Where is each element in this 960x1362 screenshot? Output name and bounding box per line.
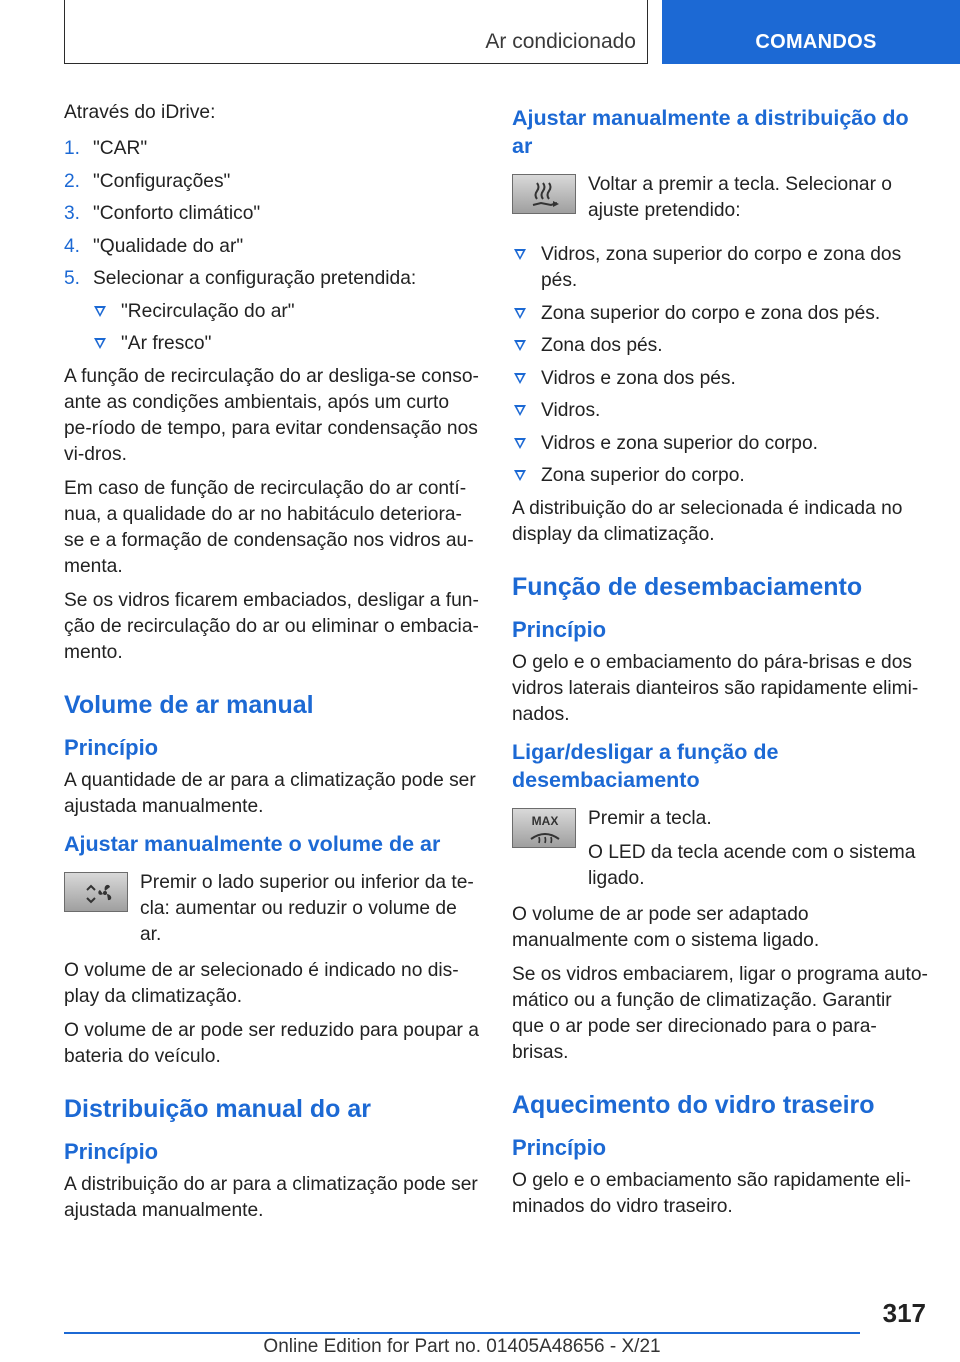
list-item: Vidros e zona dos pés.	[512, 366, 928, 392]
paragraph: Voltar a premir a tecla. Selecionar o ajuste pretendido:	[588, 174, 892, 221]
setting-options	[64, 299, 480, 358]
triangle-bullet-icon	[514, 249, 526, 260]
paragraph: A distribuição do ar selecionada é indicada no display da climatização.	[512, 497, 903, 545]
list-item: Zona dos pés.	[512, 333, 928, 359]
paragraph: O volume de ar selecionado é indicado no dis-play da climatização.	[64, 959, 459, 1007]
fan-volume-icon	[64, 872, 128, 912]
heading-principio: Princípio	[512, 616, 607, 642]
list-item: Vidros e zona superior do corpo.	[512, 431, 928, 457]
list-item: 4. "Qualidade do ar"	[64, 235, 244, 257]
distribution-options	[512, 242, 928, 489]
idrive-steps	[64, 136, 480, 292]
intro-text: Através do iDrive:	[64, 102, 216, 123]
triangle-bullet-icon	[514, 340, 526, 351]
paragraph: O volume de ar pode ser reduzido para poupar a bateria do veículo.	[64, 1019, 479, 1067]
section-title: Ar condicionado	[485, 30, 636, 53]
max-defrost-block	[512, 806, 928, 892]
triangle-bullet-icon	[514, 438, 526, 449]
paragraph: Se os vidros ficarem embaciados, desligar a fun-ção de recirculação do ar ou eliminar o embacia-mento.	[64, 589, 479, 663]
list-item: Vidros, zona superior do corpo e zona dos pés.	[512, 242, 928, 294]
left-column	[64, 100, 480, 1232]
triangle-bullet-icon	[514, 373, 526, 384]
list-item: 1. "CAR"	[64, 138, 148, 159]
paragraph: Premir a tecla.	[588, 807, 712, 829]
list-item: "Recirculação do ar"	[64, 299, 480, 325]
paragraph: Em caso de função de recirculação do ar contí-nua, a qualidade do ar no habitáculo deteriora-se e a formação de condensação nos vidros au-menta.	[64, 477, 474, 577]
heading-desembaciamento: Função de desembaciamento	[512, 572, 863, 601]
heading-aquecimento: Aquecimento do vidro traseiro	[512, 1090, 875, 1119]
triangle-bullet-icon	[94, 338, 106, 349]
heading-ligar-desembaciamento: Ligar/desligar a função de desembaciamento	[512, 739, 779, 792]
heading-ajustar-distribuicao: Ajustar manualmente a distribuição do ar	[512, 106, 909, 158]
heading-principio: Princípio	[64, 734, 159, 760]
air-distribution-icon	[512, 174, 576, 214]
right-column	[512, 100, 928, 1228]
max-defrost-icon	[512, 808, 576, 848]
paragraph: O gelo e o embaciamento são rapidamente eli-minados do vidro traseiro.	[512, 1169, 911, 1217]
edition-text: Online Edition for Part no. 01405A48656 - X/21	[263, 1336, 661, 1357]
paragraph: Premir o lado superior ou inferior da te-cla: aumentar ou reduzir o volume de ar.	[140, 871, 474, 945]
list-item: 5. Selecionar a configuração pretendida:	[64, 268, 417, 289]
fan-button-block	[64, 870, 480, 948]
paragraph: O gelo e o embaciamento do pára-brisas e dos vidros laterais dianteiros são rapidamente elimi-nados.	[512, 651, 919, 725]
triangle-bullet-icon	[514, 405, 526, 416]
paragraph: Se os vidros embaciarem, ligar o programa auto-mático ou a função de climatização. Garantir que o ar pode ser direcionado para o para-brisas.	[512, 963, 928, 1063]
list-item: "Ar fresco"	[64, 331, 480, 357]
max-label: MAX	[531, 813, 559, 828]
heading-volume: Volume de ar manual	[64, 690, 314, 719]
chapter-tab[interactable]: COMANDOS	[662, 0, 960, 64]
page-number: 317	[882, 1298, 926, 1328]
heading-principio: Princípio	[64, 1138, 159, 1164]
paragraph: O LED da tecla acende com o sistema ligado.	[588, 841, 916, 889]
list-item: Zona superior do corpo e zona dos pés.	[512, 301, 928, 327]
paragraph: O volume de ar pode ser adaptado manualmente com o sistema ligado.	[512, 903, 820, 951]
heading-ajustar-volume: Ajustar manualmente o volume de ar	[64, 831, 441, 856]
footer-divider	[64, 1332, 860, 1334]
list-item: Zona superior do corpo.	[512, 463, 928, 489]
list-item: Vidros.	[512, 398, 928, 424]
triangle-bullet-icon	[94, 306, 106, 317]
heading-distribuicao: Distribuição manual do ar	[64, 1094, 372, 1123]
list-item: 2. "Configurações"	[64, 170, 231, 192]
triangle-bullet-icon	[514, 308, 526, 319]
paragraph: A distribuição do ar para a climatização pode ser ajustada manualmente.	[64, 1173, 478, 1221]
distribution-button-block	[512, 172, 928, 224]
heading-principio: Princípio	[512, 1134, 607, 1160]
paragraph: A quantidade de ar para a climatização pode ser ajustada manualmente.	[64, 769, 476, 817]
triangle-bullet-icon	[514, 470, 526, 481]
list-item: 3. "Conforto climático"	[64, 203, 261, 224]
paragraph: A função de recirculação do ar desliga-se conso-ante as condições ambientais, após um curto pe-ríodo de tempo, para evitar condensação nos vi-dros.	[64, 365, 479, 465]
